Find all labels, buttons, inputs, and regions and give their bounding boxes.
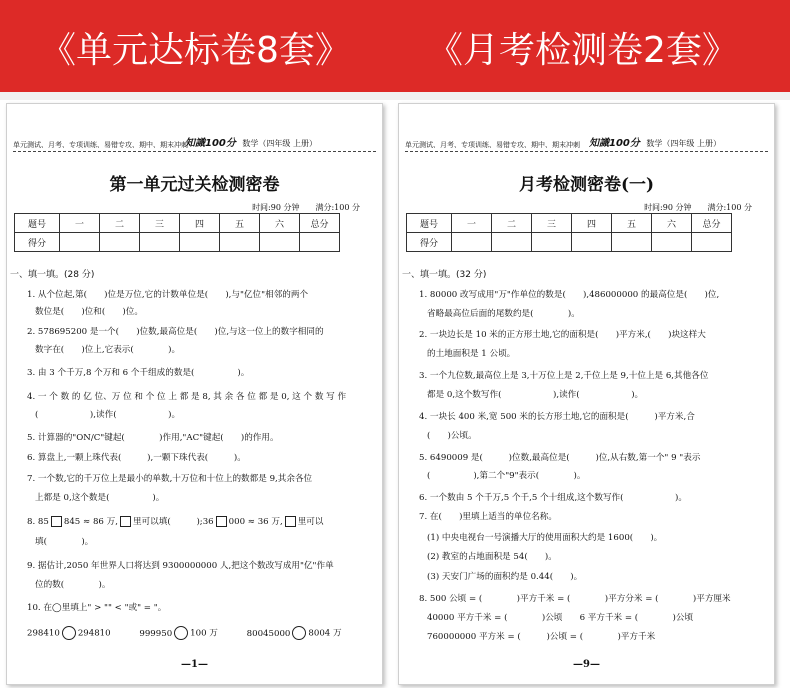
brand-header: [589, 134, 721, 149]
page-number: —9—: [573, 659, 600, 670]
question-7-2: (2) 教室的占地面积是 54( )。: [427, 552, 557, 562]
series-header: 单元测试、月考、专项训练、易错专攻、期中、期末冲刺: [13, 141, 188, 149]
compare-left: 80045000: [246, 628, 291, 639]
score-cell: 四: [180, 214, 220, 233]
question-4-cont: ( ),读作( )。: [35, 410, 181, 420]
q8-text: 里可以填( );36: [132, 517, 214, 527]
score-value-row: [15, 233, 340, 252]
divider: [0, 92, 790, 100]
score-cell: 三: [532, 214, 572, 233]
question-3: 3. 一个九位数,最高位上是 3,十万位上是 2,千位上是 9,十位上是 6,其他各位: [419, 371, 709, 381]
score-cell: 题号: [15, 214, 60, 233]
question-1-cont: 数位是( )位和( )位。: [35, 307, 143, 317]
question-3-cont: 都是 0,这个数写作( ),读作( )。: [427, 390, 644, 400]
score-blank: [692, 233, 732, 252]
score-blank: [180, 233, 220, 252]
compare-left: 999950: [139, 628, 173, 639]
question-7-3: (3) 天安门广场的面积约是 0.44( )。: [427, 572, 583, 582]
exam-page-monthly-1: [398, 103, 775, 685]
question-3: 3. 由 3 个千万,8 个万和 6 个千组成的数是( )。: [27, 368, 250, 378]
brand-logo: 知識100分: [589, 138, 640, 149]
score-blank: [60, 233, 100, 252]
question-2-cont: 数字在( )位上,它表示( )。: [35, 345, 181, 355]
section-heading: 一、填一填。(32 分): [402, 270, 487, 280]
compare-circle: [292, 626, 306, 640]
q8-text: 845 ≈ 86 万,: [63, 517, 118, 527]
question-1: 1. 80000 改写成用"万"作单位的数是( ),486000000 的最高位是( )位,: [419, 290, 720, 300]
page-title: 第一单元过关检测密卷: [109, 175, 280, 195]
score-cell: 三: [140, 214, 180, 233]
question-7-1: (1) 中央电视台一号演播大厅的使用面积大约是 1600( )。: [427, 533, 663, 543]
compare-circle: [174, 626, 188, 640]
compare-left: 298410: [27, 628, 60, 639]
score-cell: 五: [612, 214, 652, 233]
compare-circle: [62, 626, 76, 640]
header-rule: [405, 151, 768, 152]
q8-text: 8. 85: [27, 517, 49, 527]
compare-right: 8004 万: [308, 628, 342, 639]
question-4: 4. 一块长 400 米,宽 500 米的长方形土地,它的面积是( )平方米,合: [419, 412, 695, 422]
score-cell: 一: [60, 214, 100, 233]
question-8-2: 40000 平方千米 = ( )公顷 6 平方千米 = ( )公顷: [427, 613, 694, 623]
score-cell: 六: [260, 214, 300, 233]
score-blank: [572, 233, 612, 252]
question-8-3: 760000000 平方米 = ( )公顷 = ( )平方千米: [427, 632, 656, 642]
question-9-cont: 位的数( )。: [35, 580, 111, 590]
score-blank: [100, 233, 140, 252]
compare-row: [27, 626, 342, 640]
question-2: 2. 一块边长是 10 米的正方形土地,它的面积是( )平方米,( )块这样大: [419, 330, 706, 340]
page-title: 月考检测密卷(一): [518, 175, 655, 195]
q8-text: 000 ≈ 36 万,: [228, 517, 283, 527]
header-rule: [13, 151, 376, 152]
score-blank: [452, 233, 492, 252]
score-cell: 六: [652, 214, 692, 233]
score-cell: 一: [452, 214, 492, 233]
score-blank: [260, 233, 300, 252]
score-blank: [612, 233, 652, 252]
question-6: 6. 一个数由 5 个千万,5 个千,5 个十组成,这个数写作( )。: [419, 493, 688, 503]
question-10: 10. 在◯里填上" > "" < "或" = "。: [27, 603, 167, 613]
score-blank: [492, 233, 532, 252]
question-7-cont: 上都是 0,这个数是( )。: [35, 493, 165, 503]
compare-right: 100 万: [190, 628, 218, 639]
score-cell: 题号: [407, 214, 452, 233]
section-heading: 一、填一填。(28 分): [10, 270, 95, 280]
banner-title-unit-tests: 《单元达标卷8套》: [40, 30, 351, 71]
question-9: 9. 据估计,2050 年世界人口将达到 9300000000 人,把这个数改写成用"亿"作单: [27, 561, 334, 571]
question-5: 5. 计算器的"ON/C"键起( )作用,"AC"键起( )的作用。: [27, 433, 279, 443]
question-4: 4. 一 个 数 的 亿 位、万 位 和 个 位 上 都 是 8, 其 余 各 位 都 是 0, 这 个 数 写 作: [27, 392, 347, 402]
brand-logo: 知識100分: [185, 138, 236, 149]
exam-page-unit-1: [6, 103, 383, 685]
question-7: 7. 一个数,它的千万位上是最小的单数,十万位和十位上的数都是 9,其余各位: [27, 474, 313, 484]
question-4-cont: ( )公顷。: [427, 431, 477, 441]
blank-box: [216, 516, 227, 527]
score-cell: 得分: [407, 233, 452, 252]
blank-box: [51, 516, 62, 527]
score-header-row: [407, 214, 732, 233]
score-cell: 五: [220, 214, 260, 233]
question-2-cont: 的土地面积是 1 公顷。: [427, 349, 516, 359]
score-blank: [652, 233, 692, 252]
brand-header: [185, 134, 317, 149]
score-cell: 总分: [300, 214, 340, 233]
blank-box: [285, 516, 296, 527]
question-1-cont: 省略最高位后面的尾数约是( )。: [427, 309, 580, 319]
score-blank: [220, 233, 260, 252]
question-8-cont: 填( )。: [35, 537, 94, 547]
question-8: 8. 500 公顷 = ( )平方千米 = ( )平方分米 = ( )平方厘米: [419, 594, 731, 604]
subject-label: 数学（四年级 上册）: [646, 139, 721, 148]
score-cell: 四: [572, 214, 612, 233]
question-6: 6. 算盘上,一颗上珠代表( ),一颗下珠代表( )。: [27, 453, 246, 463]
blank-box: [120, 516, 131, 527]
score-cell: 总分: [692, 214, 732, 233]
time-score-info: 时间:90 分钟 满分:100 分: [252, 203, 360, 212]
question-5: 5. 6490009 是( )位数,最高位是( )位,从右数,第一个" 9 "表示: [419, 453, 701, 463]
question-5-cont: ( ),第二个"9"表示( )。: [427, 471, 586, 481]
score-cell: 二: [492, 214, 532, 233]
question-7: 7. 在( )里填上适当的单位名称。: [419, 512, 557, 522]
score-blank: [300, 233, 340, 252]
question-8: [27, 515, 324, 527]
score-cell: 二: [100, 214, 140, 233]
score-cell: 得分: [15, 233, 60, 252]
banner: [0, 0, 790, 92]
q8-text: 里可以: [297, 517, 324, 527]
score-table: [14, 213, 340, 252]
page-number: —1—: [181, 659, 208, 670]
banner-title-monthly-tests: 《月考检测卷2套》: [427, 30, 738, 71]
compare-right: 294810: [77, 628, 111, 639]
score-value-row: [407, 233, 732, 252]
question-1: 1. 从个位起,第( )位是万位,它的计数单位是( ),与"亿位"相邻的两个: [27, 290, 309, 300]
score-table: [406, 213, 732, 252]
question-2: 2. 578695200 是一个( )位数,最高位是( )位,与这一位上的数字相同的: [27, 327, 324, 337]
score-blank: [140, 233, 180, 252]
score-header-row: [15, 214, 340, 233]
time-score-info: 时间:90 分钟 满分:100 分: [644, 203, 752, 212]
subject-label: 数学（四年级 上册）: [242, 139, 317, 148]
score-blank: [532, 233, 572, 252]
series-header: 单元测试、月考、专项训练、易错专攻、期中、期末冲刺: [405, 141, 580, 149]
